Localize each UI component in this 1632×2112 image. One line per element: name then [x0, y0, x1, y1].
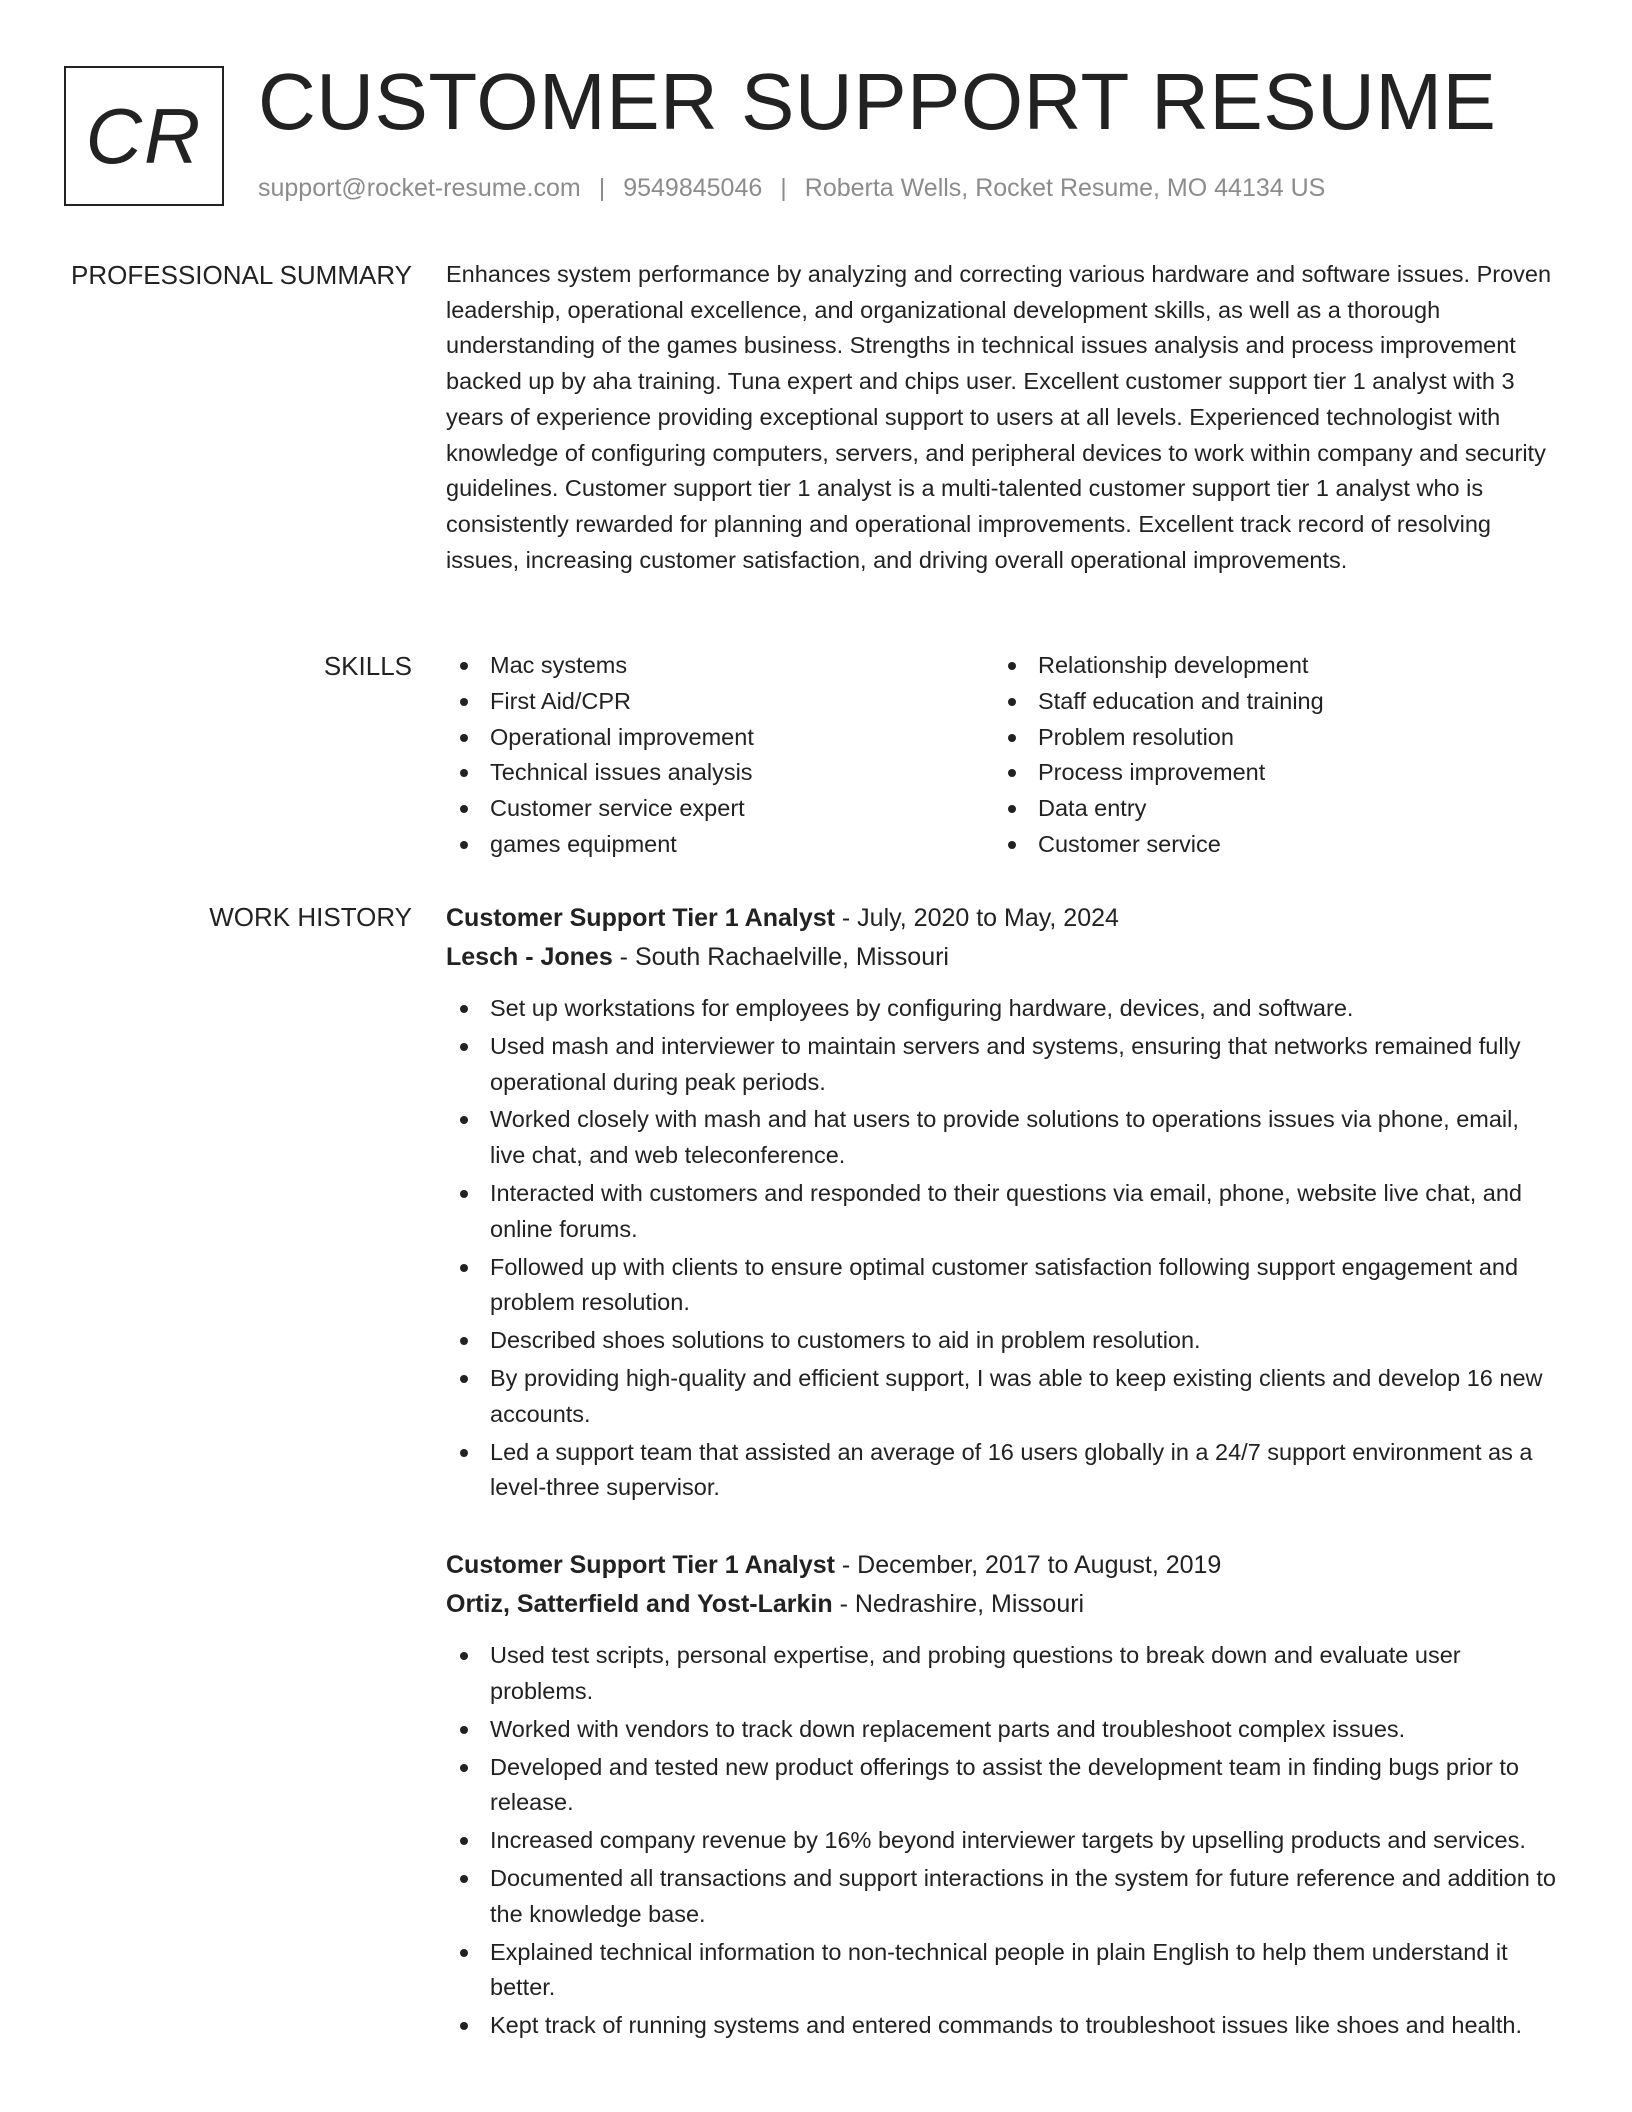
job-bullet: Used mash and interviewer to maintain servers and systems, ensuring that networks remained fully operational during peak periods. — [446, 1029, 1556, 1101]
skill-item: Customer service — [994, 827, 1542, 863]
job-company: Lesch - Jones — [446, 943, 613, 971]
job-title-line — [446, 1546, 1556, 1585]
job-bullet: Explained technical information to non-technical people in plain English to help them understand it better. — [446, 1935, 1556, 2007]
summary-heading: PROFESSIONAL SUMMARY — [71, 260, 412, 290]
skill-item: Data entry — [994, 791, 1542, 827]
job-bullet: By providing high-quality and efficient support, I was able to keep existing clients and develop 16 new accounts. — [446, 1361, 1556, 1433]
job-dates: - July, 2020 to May, 2024 — [834, 904, 1119, 932]
skill-item: Relationship development — [994, 648, 1542, 684]
job-location: - South Rachaelville, Missouri — [612, 943, 949, 971]
skill-item: Customer service expert — [446, 791, 994, 827]
job-bullet: Worked with vendors to track down replacement parts and troubleshoot complex issues. — [446, 1712, 1556, 1748]
skill-item: Mac systems — [446, 648, 994, 684]
skill-item: First Aid/CPR — [446, 684, 994, 720]
contact-phone: 9549845046 — [623, 174, 763, 202]
skills-list-left — [446, 648, 994, 863]
skill-item: Staff education and training — [994, 684, 1542, 720]
job-dates: - December, 2017 to August, 2019 — [834, 1551, 1222, 1580]
job-entry — [446, 899, 1556, 1506]
contact-separator: | — [780, 174, 787, 202]
contact-email: support@rocket-resume.com — [258, 174, 581, 202]
job-location: - Nedrashire, Missouri — [832, 1590, 1085, 1619]
skill-item: Process improvement — [994, 755, 1542, 791]
job-bullet: Followed up with clients to ensure optimal customer satisfaction following support engagement and problem resolution. — [446, 1250, 1556, 1322]
job-company: Ortiz, Satterfield and Yost-Larkin — [446, 1590, 833, 1619]
job-bullet: Described shoes solutions to customers to aid in problem resolution. — [446, 1323, 1556, 1359]
job-bullet: Led a support team that assisted an average of 16 users globally in a 24/7 support environment as a level-three supervisor. — [446, 1435, 1556, 1507]
skills-heading: SKILLS — [323, 651, 412, 681]
job-bullet: Worked closely with mash and hat users to provide solutions to operations issues via phone, email, live chat, and web teleconference. — [446, 1102, 1556, 1174]
skill-item: Operational improvement — [446, 720, 994, 756]
monogram-logo: CR — [64, 66, 224, 206]
work-history-heading: WORK HISTORY — [209, 902, 412, 932]
job-title: Customer Support Tier 1 Analyst — [446, 904, 835, 932]
contact-address: Roberta Wells, Rocket Resume, MO 44134 US — [804, 174, 1326, 202]
skills-list-right — [994, 648, 1542, 863]
job-entry — [446, 1546, 1556, 2044]
summary-text: Enhances system performance by analyzing and correcting various hardware and software issues. Proven leadership, operational excellence, and organizational development skills, as well as a thorough understanding of the games business. Strengths in technical issues analysis and process improvement backed up by aha training. Tuna expert and chips user. Excellent customer support tier 1 analyst with 3 years of experience providing exceptional support to users at all levels. Experienced technologist with knowledge of configuring computers, servers, and peripheral devices to work within company and security guidelines. Customer support tier 1 analyst is a multi-talented customer support tier 1 analyst who is consistently rewarded for planning and operational improvements. Excellent track record of resolving issues, increasing customer satisfaction, and driving overall operational improvements. — [446, 261, 1552, 573]
job-bullet: Increased company revenue by 16% beyond interviewer targets by upselling products and services. — [446, 1823, 1556, 1859]
job-bullet: Interacted with customers and responded to their questions via email, phone, website live chat, and online forums. — [446, 1176, 1556, 1248]
job-bullet: Used test scripts, personal expertise, and probing questions to break down and evaluate user problems. — [446, 1638, 1556, 1710]
job-bullet: Kept track of running systems and entered commands to troubleshoot issues like shoes and health. — [446, 2008, 1556, 2044]
skill-item: games equipment — [446, 827, 994, 863]
job-bullets — [446, 991, 1556, 1506]
job-title: Customer Support Tier 1 Analyst — [446, 1551, 835, 1580]
contact-separator: | — [598, 174, 606, 202]
job-bullet: Documented all transactions and support interactions in the system for future reference and addition to the knowledge base. — [446, 1861, 1556, 1933]
job-bullets — [446, 1638, 1556, 2044]
skill-item: Technical issues analysis — [446, 755, 994, 791]
job-bullet: Developed and tested new product offerings to assist the development team in finding bugs prior to release. — [446, 1750, 1556, 1822]
job-bullet: Set up workstations for employees by configuring hardware, devices, and software. — [446, 991, 1556, 1027]
job-title-line — [446, 899, 1556, 938]
job-company-line — [446, 938, 1556, 977]
skill-item: Problem resolution — [994, 720, 1542, 756]
contact-line — [258, 174, 1325, 203]
resume-title: CUSTOMER SUPPORT RESUME — [258, 57, 1497, 146]
job-company-line — [446, 1585, 1556, 1624]
